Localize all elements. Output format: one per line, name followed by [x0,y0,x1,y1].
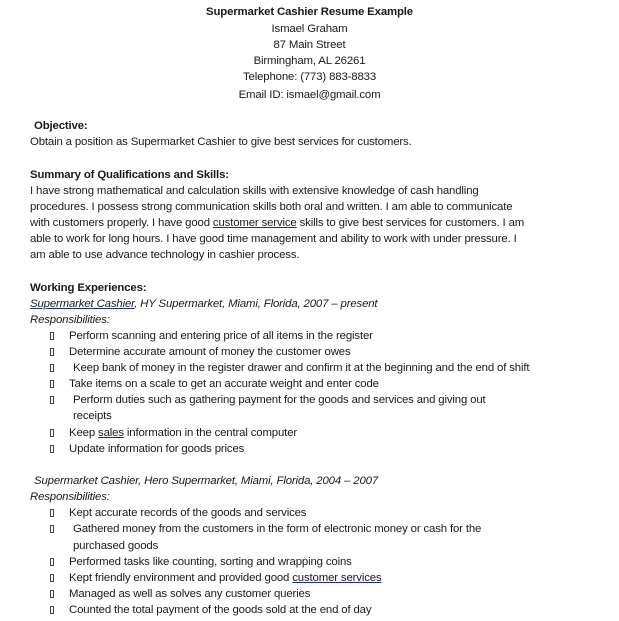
summary-line-4: able to work for long hours. I have good time management and ability to work with under pressure. I [30,233,517,245]
list-item: Determine accurate amount of money the customer owes [69,346,351,358]
bullet-icon [50,606,54,614]
list-item-text: Keep [69,427,99,439]
summary-line-2: procedures. I possess strong communication skills both oral and written. I am able to communicate [30,201,513,213]
sales-link[interactable]: sales [98,427,124,439]
job-2-responsibilities-label: Responsibilities: [30,491,110,503]
list-item: Take items on a scale to get an accurate weight and enter code [69,378,379,390]
bullet-icon [50,509,54,517]
bullet-icon [50,396,54,404]
list-item: Update information for goods prices [69,443,245,455]
list-item: Kept accurate records of the goods and services [69,507,307,519]
objective-heading: Objective: [34,120,88,132]
summary-line-3-rest: skills to give best services for customers. I am [296,217,525,229]
list-item: Managed as well as solves any customer queries [69,588,311,600]
objective-text: Obtain a position as Supermarket Cashier to give best services for customers. [30,136,412,148]
customer-service-link[interactable]: customer service [212,217,297,229]
summary-line-5: am able to use advance technology in cashier process. [30,249,300,261]
list-item: Keep bank of money in the register drawer and confirm it at the beginning and the end of shift [73,362,530,374]
list-item: Gathered money from the customers in the form of electronic money or cash for the [73,523,482,535]
list-item-text: Kept friendly environment and provided good [69,572,293,584]
job-1-title [30,296,377,312]
bullet-icon [50,558,54,566]
email: Email ID: ismael@gmail.com [238,89,381,101]
job-2-title: Supermarket Cashier, Hero Supermarket, Miami, Florida, 2004 – 2007 [34,475,379,487]
address-street: 87 Main Street [273,39,346,51]
job-1-responsibilities-label: Responsibilities: [30,314,110,326]
candidate-name: Ismael Graham [271,23,348,35]
list-item: Counted the total payment of the goods sold at the end of day [69,604,372,616]
bullet-icon [50,332,54,340]
list-item-continuation: purchased goods [73,540,159,552]
bullet-icon [50,380,54,388]
bullet-icon [50,445,54,453]
bullet-icon [50,348,54,356]
list-item-continuation: receipts [73,410,112,422]
resume-title: Supermarket Cashier Resume Example [206,6,413,18]
summary-line-3 [30,215,524,231]
address-city: Birmingham, AL 26261 [253,55,366,67]
list-item-text: information in the central computer [123,427,298,439]
list-item [69,425,297,441]
list-item: Perform duties such as gathering payment for the goods and services and giving out [73,394,486,406]
list-item [69,570,382,586]
telephone: Telephone: (773) 883-8833 [242,71,377,83]
summary-heading: Summary of Qualifications and Skills: [30,169,229,181]
experience-heading: Working Experiences: [30,282,147,294]
list-item: Perform scanning and entering price of all items in the register [69,330,373,342]
bullet-icon [50,429,54,437]
summary-line-1: I have strong mathematical and calculation skills with extensive knowledge of cash handling [30,185,479,197]
bullet-icon [50,364,54,372]
job-1-title-link[interactable]: Supermarket Cashier [30,298,135,310]
list-item: Performed tasks like counting, sorting and wrapping coins [69,556,352,568]
bullet-icon [50,525,54,533]
bullet-icon [50,590,54,598]
job-1-details: , HY Supermarket, Miami, Florida, 2007 – present [134,298,378,310]
bullet-icon [50,574,54,582]
summary-line-3-text: with customers properly. I have good [30,217,213,229]
customer-services-link[interactable]: customer services [292,572,382,584]
